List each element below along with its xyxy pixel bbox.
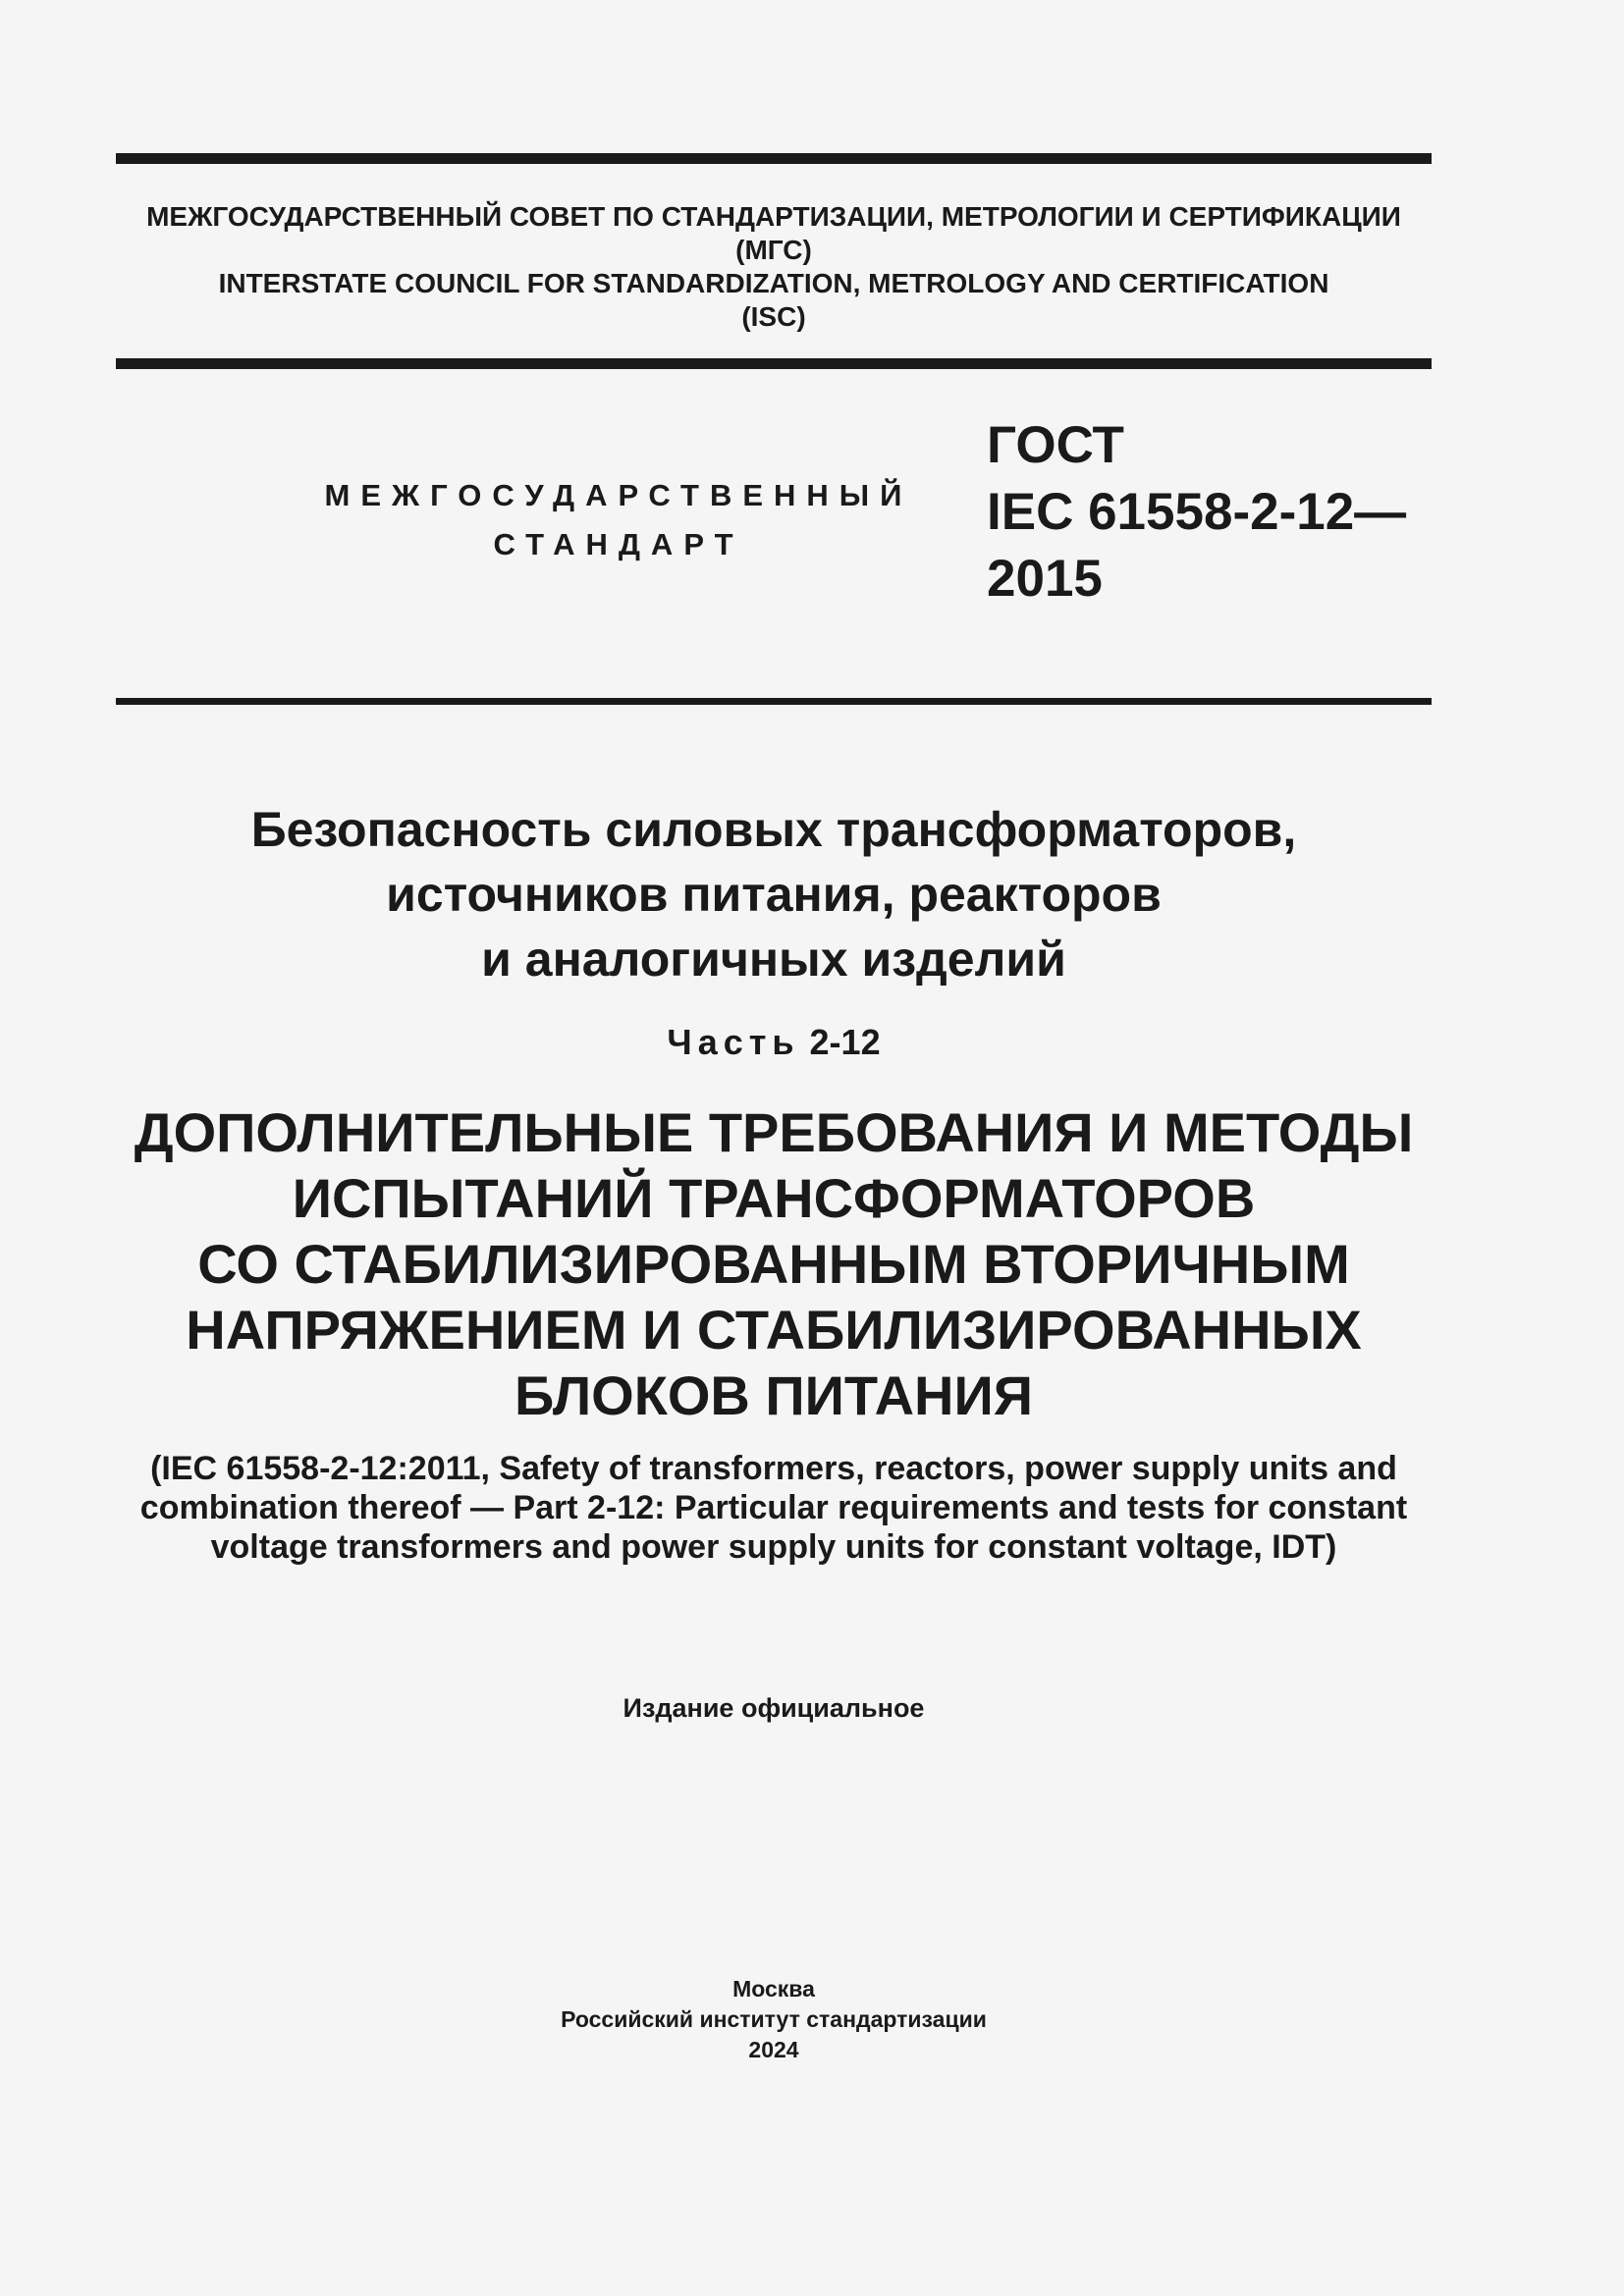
- iec-reference-line-1: (IEC 61558-2-12:2011, Safety of transformers, reactors, power supply units and: [150, 1450, 1397, 1487]
- standard-label-line-1: МЕЖГОСУДАРСТВЕННЫЙ: [324, 478, 913, 512]
- gost-identifier: [987, 412, 1406, 613]
- council-name-ru: МЕЖГОСУДАРСТВЕННЫЙ СОВЕТ ПО СТАНДАРТИЗАЦИИ, МЕТРОЛОГИИ И СЕРТИФИКАЦИИ: [146, 201, 1401, 232]
- part-word: Часть: [667, 1022, 800, 1062]
- standard-type-label: [295, 471, 943, 569]
- document-title: [116, 797, 1432, 991]
- imprint-publisher: Российский институт стандартизации: [561, 2006, 987, 2032]
- gost-id-line-2: IEC 61558-2-12—: [987, 483, 1407, 541]
- gost-id-line-1: ГОСТ: [987, 416, 1124, 474]
- section-rule: [116, 698, 1432, 705]
- title-line-3: и аналогичных изделий: [481, 932, 1066, 987]
- imprint-city: Москва: [732, 1976, 815, 2002]
- header-rule: [116, 358, 1432, 369]
- edition-note: Издание официальное: [623, 1693, 925, 1723]
- iec-reference-line-3: voltage transformers and power supply units for constant voltage, IDT): [210, 1528, 1337, 1566]
- imprint-year: 2024: [748, 2037, 799, 2062]
- iec-reference: [116, 1449, 1432, 1567]
- imprint: [116, 1974, 1432, 2065]
- council-header: [116, 200, 1432, 334]
- part-number: 2-12: [809, 1022, 881, 1062]
- council-abbr-ru: (МГС): [735, 235, 812, 265]
- iec-reference-line-2: combination thereof — Part 2-12: Particular requirements and tests for constant: [139, 1489, 1408, 1526]
- council-name-en: INTERSTATE COUNCIL FOR STANDARDIZATION, METROLOGY AND CERTIFICATION: [218, 268, 1329, 298]
- subtitle-line-4: НАПРЯЖЕНИЕМ И СТАБИЛИЗИРОВАННЫХ: [186, 1299, 1362, 1361]
- top-rule: [116, 153, 1432, 164]
- subtitle-line-3: СО СТАБИЛИЗИРОВАННЫМ ВТОРИЧНЫМ: [197, 1233, 1350, 1295]
- title-line-2: источников питания, реакторов: [386, 867, 1162, 922]
- document-subtitle: [116, 1099, 1432, 1428]
- council-abbr-en: (ISC): [741, 301, 806, 332]
- title-line-1: Безопасность силовых трансформаторов,: [250, 802, 1297, 857]
- subtitle-line-1: ДОПОЛНИТЕЛЬНЫЕ ТРЕБОВАНИЯ И МЕТОДЫ: [134, 1101, 1414, 1163]
- subtitle-line-5: БЛОКОВ ПИТАНИЯ: [514, 1364, 1033, 1426]
- part-label: [116, 1019, 1432, 1066]
- gost-id-line-3: 2015: [987, 550, 1103, 608]
- subtitle-line-2: ИСПЫТАНИЙ ТРАНСФОРМАТОРОВ: [292, 1167, 1256, 1229]
- standard-label-line-2: СТАНДАРТ: [493, 527, 744, 561]
